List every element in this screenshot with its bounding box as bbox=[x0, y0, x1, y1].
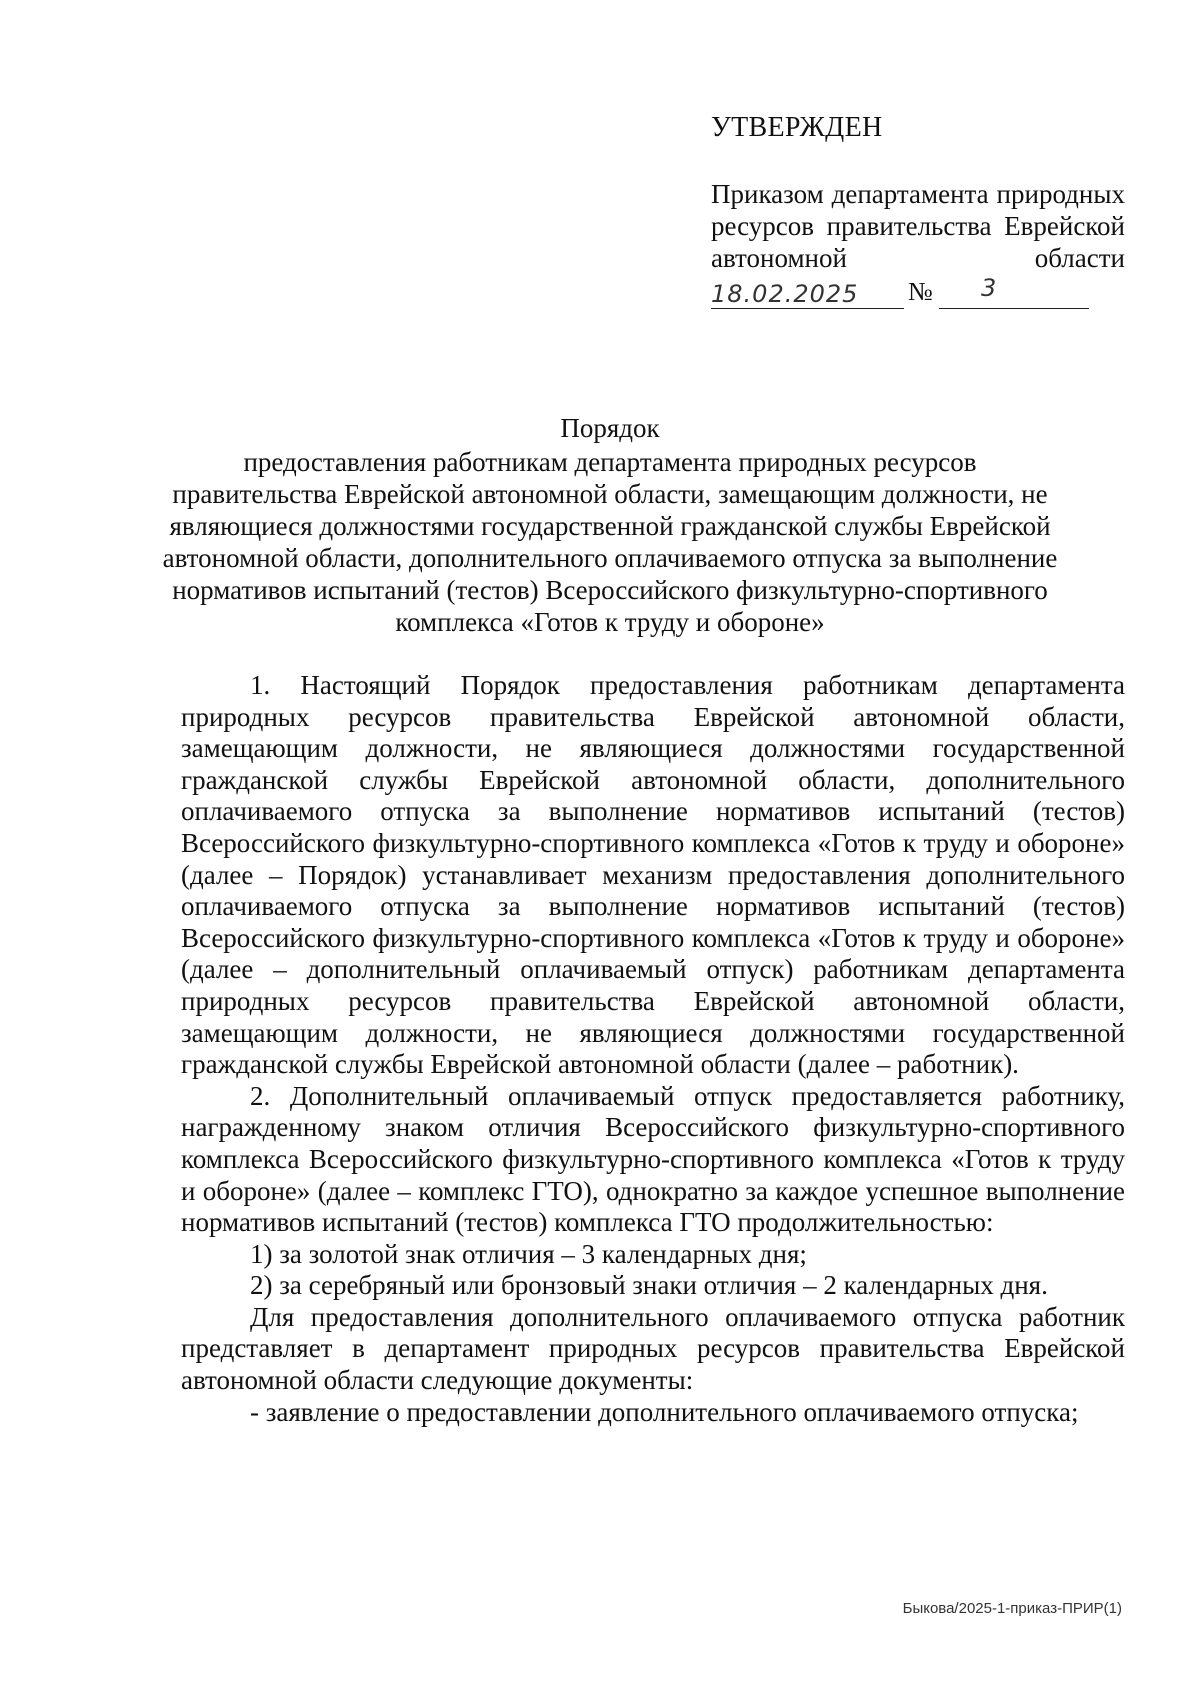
paragraph-1: 1. Настоящий Порядок предоставления работникам департамента природных ресурсов правительства Еврейской автономной области, замещающим должности, не являющиеся должностями государственной гражданской службы Еврейской автономной области, дополнительного оплачиваемого отпуска за выполнение нормативов испытаний (тестов) Всероссийского физкультурно-спортивного комплекса «Готов к труду и обороне» (далее – Порядок) устанавливает механизм предоставления дополнительного оплачиваемого отпуска за выполнение нормативов испытаний (тестов) Всероссийского физкультурно-спортивного комплекса «Готов к труду и обороне» (далее – дополнительный оплачиваемый отпуск) работникам департамента природных ресурсов правительства Еврейской автономной области, замещающим должности, не являющиеся должностями государственной гражданской службы Еврейской автономной области (далее – работник). bbox=[181, 670, 1125, 1080]
title-subtitle: предоставления работникам департамента природных ресурсов правительства Еврейской автономной области, замещающим должности, не являющиеся должностями государственной гражданской службы Еврейской автономной области, дополнительного оплачиваемого отпуска за выполнение нормативов испытаний (тестов) Всероссийского физкультурно-спортивного комплекса «Готов к труду и обороне» bbox=[162, 447, 1058, 637]
paragraph-2: 2. Дополнительный оплачиваемый отпуск предоставляется работнику, награжденному знаком отличия Всероссийского физкультурно-спортивного комплекса Всероссийского физкультурно-спортивного комплекса «Готов к труду и обороне» (далее – комплекс ГТО), однократно за каждое успешное выполнение нормативов испытаний (тестов) комплекса ГТО продолжительностью: bbox=[181, 1080, 1125, 1238]
date-underline bbox=[711, 308, 904, 309]
footer-reference: Быкова/2025-1-приказ-ПРИР(1) bbox=[902, 1600, 1122, 1617]
document-item-application: - заявление о предоставлении дополнительного оплачиваемого отпуска; bbox=[250, 1396, 1079, 1427]
approval-date-number-line bbox=[711, 276, 1091, 312]
document-body bbox=[181, 670, 1125, 1428]
title-heading: Порядок bbox=[560, 413, 660, 443]
approval-order-text: Приказом департамента природных ресурсов правительства Еврейской bbox=[711, 179, 1125, 241]
approval-date: 18.02.2025 bbox=[711, 280, 859, 308]
approval-number: 3 bbox=[981, 274, 997, 302]
approval-block bbox=[711, 112, 1125, 312]
number-label: № bbox=[908, 277, 933, 306]
paragraph-documents: Для предоставления дополнительного оплачиваемого отпуска работник представляет в департамент природных ресурсов правительства Еврейской автономной области следующие документы: bbox=[181, 1301, 1125, 1396]
list-item-gold: 1) за золотой знак отличия – 3 календарных дня; bbox=[250, 1238, 807, 1269]
approval-heading: УТВЕРЖДЕН bbox=[711, 112, 883, 143]
document-title bbox=[160, 412, 1060, 638]
list-item-silver-bronze: 2) за серебряный или бронзовый знаки отличия – 2 календарных дня. bbox=[250, 1270, 1048, 1301]
number-underline bbox=[939, 308, 1089, 309]
approval-order-text-last-line: автономной области bbox=[711, 243, 1125, 273]
